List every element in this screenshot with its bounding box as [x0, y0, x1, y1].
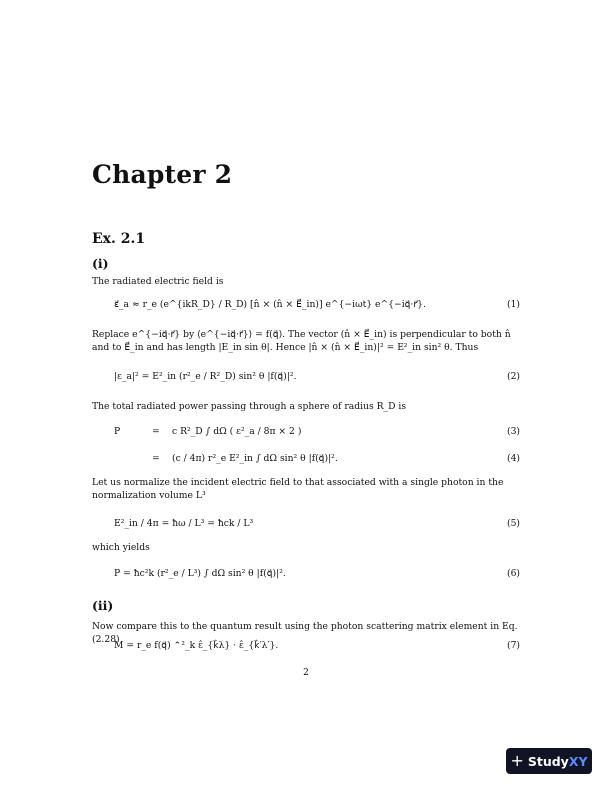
equation-4-rhs: (c / 4π) r²_e E²_in ∫ dΩ sin² θ |f(q⃗)|².: [172, 453, 338, 464]
page-number: 2: [303, 668, 309, 678]
equation-4-number: (4): [506, 453, 520, 464]
exercise-title: Ex. 2.1: [92, 231, 146, 247]
equation-2-body: |ε_a|² = E²_in (r²_e / R²_D) sin² θ |f(q⃗)|².: [114, 371, 297, 382]
equation-1-number: (1): [506, 299, 520, 310]
equation-7-body: M = r_e f(q⃗) ⌃²_k ε̂_{k⃗λ} · ε̂_{k⃗′λ′}.: [114, 640, 279, 651]
equation-3-number: (3): [506, 426, 520, 437]
paragraph-which-yields: which yields: [92, 542, 150, 553]
equation-6: [92, 568, 520, 588]
equation-5-body: E²_in / 4π = ħω / L³ = ħck / L³: [114, 518, 254, 529]
equation-5-number: (5): [506, 518, 520, 529]
equation-5: [92, 518, 520, 538]
chapter-title: Chapter 2: [92, 160, 233, 189]
part-ii-heading: (ii): [92, 598, 114, 613]
equation-2-number: (2): [506, 371, 520, 382]
equation-3: [92, 426, 520, 446]
part-i-heading: (i): [92, 256, 109, 271]
equation-6-number: (6): [506, 568, 520, 579]
paragraph-replace: Replace e^{−iq⃗·r⃗} by ⟨e^{−iq⃗·r⃗}⟩ = f(q⃗). The vector (n̂ × E⃗_in) is perpendicular to both n̂ and to E⃗_in and has length |E_in sin θ|. Hence |n̂ × (n̂ × E⃗_in)|² = E²_in sin² θ. Thus: [92, 329, 511, 353]
equation-3-lhs: P: [114, 426, 121, 437]
equation-4: [92, 453, 520, 473]
equation-3-rhs: c R²_D ∫ dΩ ( ε²_a / 8π × 2 ): [172, 426, 302, 437]
paragraph-radiated-field: The radiated electric field is: [92, 276, 224, 287]
paragraph-quantum-compare: Now compare this to the quantum result using the photon scattering matrix element in Eq. (2.28): [92, 621, 518, 645]
brand-name-study: Study: [527, 753, 569, 769]
brand-name-xy: XY: [568, 753, 588, 769]
equation-7-number: (7): [506, 640, 520, 651]
plus-icon: +: [510, 751, 524, 770]
equation-1-body: ε⃗_a ≈ r_e (e^{ikR_D} / R_D) [n̂ × (n̂ × E⃗_in)] e^{−iωt} e^{−iq⃗·r⃗}.: [114, 299, 426, 310]
equation-1: [92, 299, 520, 319]
equation-3-relation: =: [152, 426, 160, 437]
paragraph-normalize: Let us normalize the incident electric field to that associated with a single photon in the normalization volume L³: [92, 477, 504, 501]
equation-7: [92, 640, 520, 660]
equation-4-relation: =: [152, 453, 160, 464]
studyxy-logo[interactable]: [506, 748, 592, 774]
paragraph-total-power: The total radiated power passing through a sphere of radius R_D is: [92, 401, 407, 412]
equation-2: [92, 371, 520, 391]
equation-6-body: P = ħc²k (r²_e / L³) ∫ dΩ sin² θ |f(q⃗)|².: [114, 568, 286, 579]
